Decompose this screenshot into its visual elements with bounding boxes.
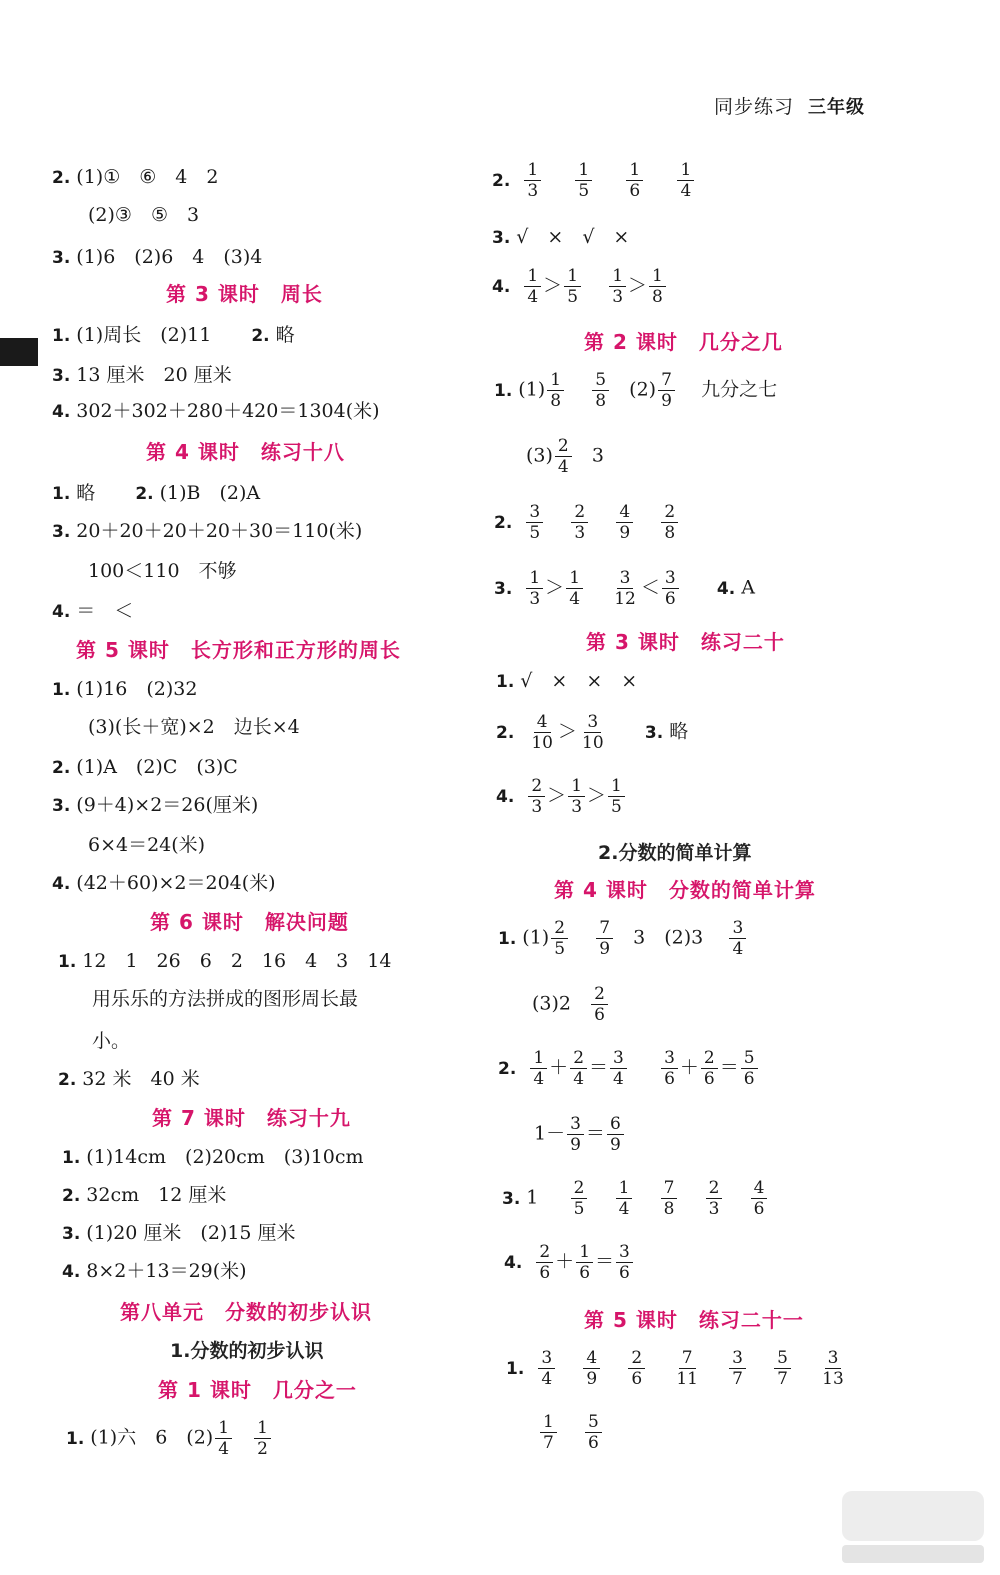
- section-title: 第 3 课时 周长: [166, 282, 323, 306]
- answer-line: [62, 1258, 247, 1285]
- item-number: 2.: [251, 326, 270, 346]
- answer-text: A: [741, 576, 755, 599]
- answer-line: [506, 1348, 849, 1389]
- fraction: $\frac{1}{4}$: [524, 266, 541, 307]
- answer-text: 小。: [92, 1030, 131, 1052]
- answer-line: [52, 754, 238, 781]
- answer-text: (1)周长 (2)11: [76, 324, 212, 346]
- answer-line: [62, 1182, 226, 1209]
- fraction: $\frac{1}{6}$: [626, 160, 643, 201]
- answer-line: [526, 436, 604, 477]
- section-title: 第 7 课时 练习十九: [152, 1106, 351, 1130]
- answer-text: 3: [591, 444, 604, 467]
- fraction: $\frac{1}{5}$: [575, 160, 592, 201]
- fraction: $\frac{4}{9}$: [583, 1348, 600, 1389]
- item-number: 1.: [58, 952, 77, 972]
- fraction: $\frac{1}{6}$: [576, 1242, 593, 1283]
- item-number: 2.: [52, 758, 71, 778]
- fraction: $\frac{1}{8}$: [547, 370, 564, 411]
- answer-text: (9＋4)×2＝26(厘米): [76, 794, 259, 816]
- fraction: $\frac{1}{4}$: [215, 1418, 232, 1459]
- item-number: 2.: [498, 1058, 517, 1079]
- fraction: $\frac{3}{5}$: [526, 502, 543, 543]
- answer-text: 九分之七: [701, 378, 778, 401]
- fraction: $\frac{3}{6}$: [616, 1242, 633, 1283]
- fraction: $\frac{3}{9}$: [567, 1114, 584, 1155]
- fraction: $\frac{3}{4}$: [610, 1048, 627, 1089]
- answer-line: [498, 918, 748, 959]
- fraction: $\frac{4}{6}$: [751, 1178, 768, 1219]
- answer-text: 1: [526, 1186, 539, 1209]
- answer-line: [52, 362, 232, 389]
- fraction: $\frac{1}{4}$: [566, 568, 583, 609]
- fraction: $\frac{2}{5}$: [551, 918, 568, 959]
- header-grade: 三年级: [808, 97, 866, 118]
- subsection-title: 1.分数的初步认识: [170, 1340, 324, 1362]
- answer-line: [88, 202, 199, 228]
- answer-line: 4. $\frac{1}{4}$ ＞ $\frac{1}{5}$ $\frac{1}{3}$ ＞ $\frac{1}{8}$: [492, 266, 668, 307]
- fraction: $\frac{7}{9}$: [596, 918, 613, 959]
- fraction: $\frac{3}{6}$: [662, 568, 679, 609]
- answer-text: (2)③ ⑤ 3: [88, 204, 200, 226]
- item-number: 4.: [496, 786, 515, 807]
- fraction: $\frac{3}{6}$: [661, 1048, 678, 1089]
- item-number: 3.: [52, 796, 71, 816]
- answer-line: [88, 832, 205, 858]
- answer-line: [88, 558, 237, 584]
- fraction: $\frac{2}{4}$: [570, 1048, 587, 1089]
- item-number: 3.: [52, 248, 71, 268]
- answer-text: √ × √ ×: [516, 226, 630, 248]
- answer-line: [88, 714, 300, 740]
- item-number: 2.: [135, 484, 154, 504]
- unit-title: 第八单元 分数的初步认识: [120, 1300, 372, 1324]
- answer-text: (3)(长＋宽)×2 边长×4: [88, 716, 300, 738]
- answer-text: 6×4＝24(米): [88, 834, 206, 856]
- fraction: $\frac{2}{3}$: [571, 502, 588, 543]
- fraction: $\frac{5}{6}$: [741, 1048, 758, 1089]
- section-title: 第 2 课时 几分之几: [584, 330, 783, 354]
- fraction: $\frac{2}{5}$: [571, 1178, 588, 1219]
- watermark-logo: [838, 1487, 988, 1567]
- item-number: 4.: [52, 402, 71, 422]
- fraction: $\frac{2}{6}$: [591, 984, 608, 1025]
- answer-line: [492, 160, 696, 201]
- item-number: 2.: [496, 722, 515, 743]
- fraction: $\frac{1}{3}$: [609, 266, 626, 307]
- header-book-title: 同步练习: [714, 96, 795, 118]
- item-number: 3.: [62, 1224, 81, 1244]
- answer-text: 13 厘米 20 厘米: [76, 364, 232, 386]
- fraction: $\frac{3}{12}$: [614, 568, 636, 609]
- fraction: $\frac{1}{3}$: [524, 160, 541, 201]
- item-number: 1.: [494, 380, 513, 401]
- fraction: $\frac{2}{6}$: [536, 1242, 553, 1283]
- answer-line: [494, 502, 680, 543]
- answer-text: 3 (2)3: [633, 926, 704, 949]
- answer-line: [496, 668, 637, 695]
- answer-line: [52, 792, 258, 819]
- item-number: 1.: [52, 680, 71, 700]
- answer-line: 3. $\frac{1}{3}$ ＞ $\frac{1}{4}$ $\frac{3}{12}$ ＜ $\frac{3}{6}$ 4. A: [494, 568, 755, 609]
- answer-text: (1)B (2)A: [159, 482, 261, 504]
- fraction: $\frac{1}{7}$: [540, 1412, 557, 1453]
- item-number: 1.: [52, 484, 71, 504]
- answer-line: [532, 984, 610, 1025]
- item-number: 2.: [62, 1186, 81, 1206]
- fraction: $\frac{7}{9}$: [658, 370, 675, 411]
- answer-text: (1)① ⑥ 4 2: [76, 166, 219, 188]
- answer-line: [52, 322, 295, 349]
- section-title: 第 5 课时 练习二十一: [584, 1308, 804, 1332]
- answer-text: (42＋60)×2＝204(米): [76, 872, 276, 894]
- fraction: $\frac{5}{8}$: [592, 370, 609, 411]
- answer-text: 100＜110 不够: [88, 560, 237, 582]
- answer-line: [52, 480, 260, 507]
- answer-line: 1. (1) $\frac{1}{8}$ $\frac{5}{8}$ (2) $\frac{7}{9}$ 九分之七: [494, 370, 778, 411]
- answer-text: 32cm 12 厘米: [86, 1184, 227, 1206]
- answer-line: [492, 224, 629, 251]
- answer-line: [52, 518, 362, 545]
- margin-bar: [0, 338, 38, 366]
- section-title: 第 4 课时 练习十八: [146, 440, 345, 464]
- answer-text: (1)六 6 (2): [90, 1426, 214, 1449]
- answer-text: 12 1 26 6 2 16 4 3 14: [82, 950, 392, 972]
- item-number: 3.: [502, 1188, 521, 1209]
- answer-text: ＝ ＜: [76, 600, 134, 622]
- answer-text: 1－: [534, 1122, 566, 1145]
- fraction: $\frac{3}{4}$: [729, 918, 746, 959]
- answer-text: (1)16 (2)32: [76, 678, 198, 700]
- item-number: 1.: [506, 1358, 525, 1379]
- fraction: $\frac{2}{8}$: [661, 502, 678, 543]
- answer-text: 20＋20＋20＋20＋30＝110(米): [76, 520, 363, 542]
- fraction: $\frac{1}{3}$: [526, 568, 543, 609]
- answer-line: [62, 1220, 296, 1247]
- answer-text: (1)20 厘米 (2)15 厘米: [86, 1222, 296, 1244]
- fraction: $\frac{1}{8}$: [649, 266, 666, 307]
- fraction: $\frac{1}{2}$: [254, 1418, 271, 1459]
- fraction: $\frac{7}{11}$: [676, 1348, 698, 1389]
- answer-text: 302＋302＋280＋420＝1304(米): [76, 400, 380, 422]
- item-number: 3.: [494, 578, 513, 599]
- answer-text: (1)A (2)C (3)C: [76, 756, 238, 778]
- item-number: 2.: [492, 170, 511, 191]
- fraction: $\frac{7}{8}$: [661, 1178, 678, 1219]
- item-number: 1.: [496, 672, 515, 692]
- answer-line: [502, 1178, 769, 1219]
- answer-line: [52, 676, 197, 703]
- section-title: 第 6 课时 解决问题: [150, 910, 349, 934]
- fraction: $\frac{2}{3}$: [706, 1178, 723, 1219]
- answer-line: 2. $\frac{4}{10}$ ＞ $\frac{3}{10}$ 3. 略: [496, 712, 689, 753]
- item-number: 1.: [498, 928, 517, 949]
- answer-line: [52, 244, 262, 271]
- answer-text: (1)14cm (2)20cm (3)10cm: [86, 1146, 364, 1168]
- item-number: 4.: [52, 874, 71, 894]
- item-number: 4.: [52, 602, 71, 622]
- item-number: 3.: [52, 522, 71, 542]
- item-number: 1.: [52, 326, 71, 346]
- answer-text: 8×2＋13＝29(米): [86, 1260, 247, 1282]
- answer-line: [52, 164, 218, 191]
- answer-text: 略: [275, 324, 295, 346]
- answer-text: (1): [522, 926, 550, 949]
- item-number: 4.: [492, 276, 511, 297]
- answer-line: [62, 1144, 364, 1171]
- item-number: 4.: [62, 1262, 81, 1282]
- fraction: $\frac{4}{9}$: [616, 502, 633, 543]
- fraction: $\frac{3}{7}$: [729, 1348, 746, 1389]
- answer-text: 32 米 40 米: [82, 1068, 200, 1090]
- answer-text: 略: [76, 482, 96, 504]
- answer-text: √ × × ×: [520, 670, 638, 692]
- fraction: $\frac{3}{4}$: [538, 1348, 555, 1389]
- answer-text: 略: [669, 720, 689, 743]
- fraction: $\frac{2}{6}$: [628, 1348, 645, 1389]
- fraction: $\frac{3}{10}$: [582, 712, 604, 753]
- answer-line: 4. $\frac{2}{3}$ ＞ $\frac{1}{3}$ ＞ $\frac{1}{5}$: [496, 776, 627, 817]
- item-number: 2.: [494, 512, 513, 533]
- item-number: 1.: [62, 1148, 81, 1168]
- subsection-title: 2.分数的简单计算: [598, 842, 752, 864]
- answer-line: 1－ $\frac{3}{9}$ ＝ $\frac{6}{9}$: [534, 1114, 626, 1155]
- fraction: $\frac{2}{4}$: [555, 436, 572, 477]
- fraction: $\frac{3}{13}$: [822, 1348, 844, 1389]
- answer-line: 2. $\frac{1}{4}$ ＋ $\frac{2}{4}$ ＝ $\frac{3}{4}$ $\frac{3}{6}$ ＋ $\frac{2}{6}$ ＝ $\frac{5}{6}$: [498, 1048, 760, 1089]
- item-number: 3.: [644, 722, 664, 743]
- answer-line: [66, 1418, 273, 1459]
- answer-line: [538, 1412, 604, 1453]
- item-number: 1.: [66, 1428, 85, 1449]
- fraction: $\frac{2}{6}$: [701, 1048, 718, 1089]
- fraction: $\frac{5}{7}$: [774, 1348, 791, 1389]
- fraction: $\frac{1}{4}$: [530, 1048, 547, 1089]
- answer-text: (3): [526, 444, 553, 467]
- fraction: $\frac{6}{9}$: [607, 1114, 624, 1155]
- item-number: 3.: [52, 366, 71, 386]
- answer-text: (1)6 (2)6 4 (3)4: [76, 246, 263, 268]
- fraction: $\frac{1}{4}$: [616, 1178, 633, 1219]
- answer-line: 4. $\frac{2}{6}$ ＋ $\frac{1}{6}$ ＝ $\frac{3}{6}$: [504, 1242, 635, 1283]
- fraction: $\frac{1}{3}$: [568, 776, 585, 817]
- fraction: $\frac{1}{4}$: [677, 160, 694, 201]
- answer-line: [52, 598, 133, 625]
- item-number: 2.: [52, 168, 71, 188]
- item-number: 4.: [716, 578, 736, 599]
- page-header: [714, 92, 865, 119]
- fraction: $\frac{5}{6}$: [585, 1412, 602, 1453]
- fraction: $\frac{2}{3}$: [528, 776, 545, 817]
- fraction: $\frac{4}{10}$: [531, 712, 553, 753]
- section-title: 第 4 课时 分数的简单计算: [554, 878, 816, 902]
- item-number: 3.: [492, 228, 511, 248]
- fraction: $\frac{1}{5}$: [608, 776, 625, 817]
- answer-line: [58, 948, 391, 975]
- answer-line: [92, 1028, 130, 1054]
- fraction: $\frac{1}{5}$: [564, 266, 581, 307]
- answer-line: [52, 870, 276, 897]
- answer-text: 用乐乐的方法拼成的图形周长最: [92, 988, 359, 1010]
- item-number: 4.: [504, 1252, 523, 1273]
- section-title: 第 5 课时 长方形和正方形的周长: [76, 638, 401, 662]
- answer-line: [52, 398, 380, 425]
- item-number: 2.: [58, 1070, 77, 1090]
- section-title: 第 1 课时 几分之一: [158, 1378, 357, 1402]
- answer-line: [92, 986, 358, 1012]
- answer-text: (3)2: [532, 992, 572, 1015]
- section-title: 第 3 课时 练习二十: [586, 630, 785, 654]
- answer-line: [58, 1066, 200, 1093]
